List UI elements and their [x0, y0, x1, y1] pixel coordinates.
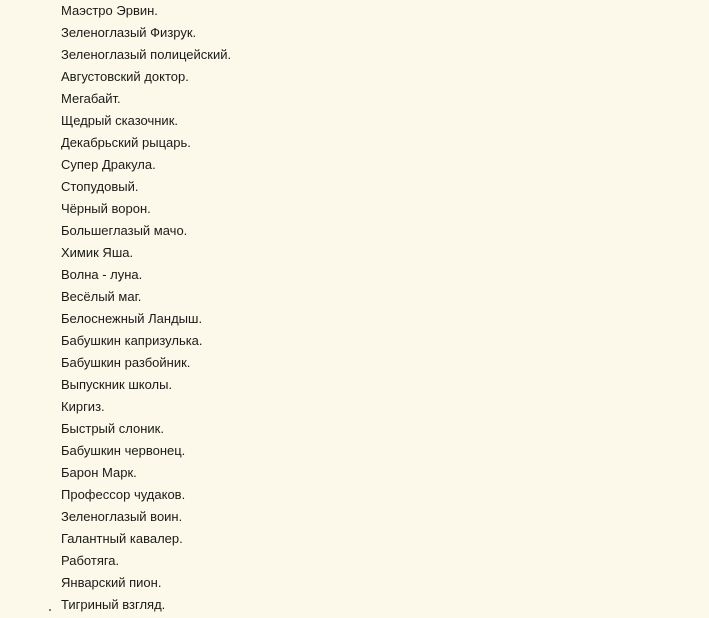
- list-item: Бабушкин разбойник.: [61, 355, 191, 370]
- list-item: Стопудовый.: [61, 179, 139, 194]
- list-item: Бабушкин червонец.: [61, 443, 186, 458]
- list-item: Мегабайт.: [61, 91, 121, 106]
- bullet-dot: [49, 609, 51, 611]
- list-item: Зеленоглазый полицейский.: [61, 47, 232, 62]
- list-item: Белоснежный Ландыш.: [61, 311, 203, 326]
- list-item: Галантный кавалер.: [61, 531, 183, 546]
- list-item: Зеленоглазый Физрук.: [61, 25, 197, 40]
- list-item: Выпускник школы.: [61, 377, 173, 392]
- list-item: Маэстро Эрвин.: [61, 3, 158, 18]
- list-item: Бабушкин капризулька.: [61, 333, 203, 348]
- list-item: Быстрый слоник.: [61, 421, 164, 436]
- list-item: Весёлый маг.: [61, 289, 142, 304]
- list-item: Супер Дракула.: [61, 157, 156, 172]
- list-item: Работяга.: [61, 553, 120, 568]
- list-item: Барон Марк.: [61, 465, 137, 480]
- list-item: Чёрный ворон.: [61, 201, 151, 216]
- name-list: [61, 0, 231, 616]
- list-item: Щедрый сказочник.: [61, 113, 178, 128]
- list-item: Большеглазый мачо.: [61, 223, 188, 238]
- list-item: Профессор чудаков.: [61, 487, 186, 502]
- list-item: Волна - луна.: [61, 267, 143, 282]
- list-item: Январский пион.: [61, 575, 162, 590]
- list-item: Декабрьский рыцарь.: [61, 135, 191, 150]
- list-item: Зеленоглазый воин.: [61, 509, 183, 524]
- list-item: Августовский доктор.: [61, 69, 189, 84]
- list-item: Химик Яша.: [61, 245, 134, 260]
- list-item: Тигриный взгляд.: [61, 597, 166, 612]
- list-item: Киргиз.: [61, 399, 105, 414]
